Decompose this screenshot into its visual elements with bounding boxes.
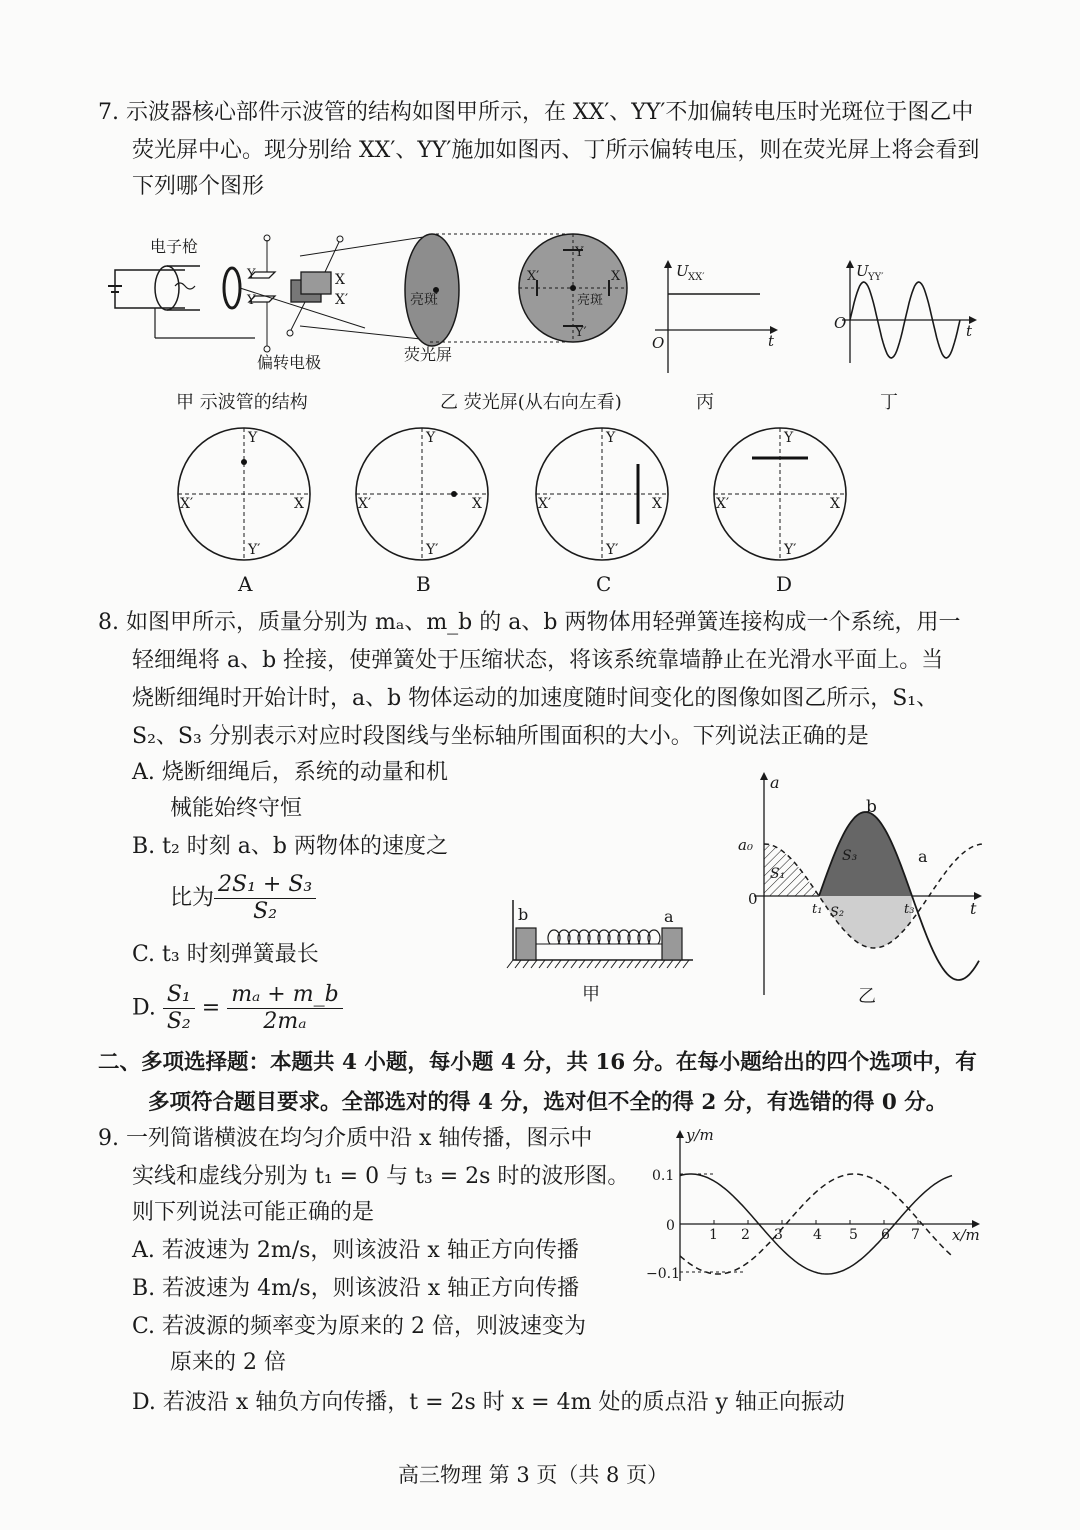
svg-text:b: b (866, 797, 877, 817)
wave-graph (646, 1126, 986, 1286)
spring-system-figure (508, 900, 698, 1010)
acceleration-graph (734, 770, 994, 1010)
x-tick-3: 3 (774, 1227, 783, 1243)
svg-text:t: t (768, 332, 775, 350)
svg-text:O: O (834, 314, 847, 332)
svg-text:X′: X′ (527, 269, 540, 284)
svg-text:X′: X′ (358, 496, 372, 512)
option-c-figure (534, 424, 674, 569)
svg-text:S₁: S₁ (770, 866, 786, 882)
option-d-label: D (776, 572, 793, 596)
q9-line-1: 9. 一列简谐横波在均匀介质中沿 x 轴传播，图示中 (98, 1126, 593, 1151)
x-tick-4: 4 (813, 1227, 822, 1243)
svg-text:t₃: t₃ (904, 902, 915, 917)
svg-text:S₃: S₃ (842, 848, 858, 864)
svg-text:X: X (611, 269, 621, 284)
option-d-right-fraction: $\frac{\text{mₐ + m\_b}}{\text{2mₐ}}$ (227, 982, 343, 1035)
q8-option-c: C. t₃ 时刻弹簧最长 (132, 942, 319, 967)
svg-text:Y′: Y′ (784, 542, 797, 558)
electrode-label: 偏转电极 (257, 353, 322, 372)
section2-line-1: 二、多项选择题：本题共 4 小题，每小题 4 分，共 16 分。在每小题给出的四个选项中，有 (98, 1050, 977, 1075)
q9-option-c-line-1: C. 若波源的频率变为原来的 2 倍，则波速变为 (132, 1314, 587, 1339)
q9-line-3: 则下列说法可能正确的是 (132, 1200, 375, 1225)
svg-text:a: a (770, 773, 780, 792)
svg-text:X: X (335, 272, 345, 288)
svg-text:X′: X′ (716, 496, 730, 512)
svg-text:Y: Y (247, 293, 256, 308)
q7-line-2: 荧光屏中心。现分别给 XX′、YY′施加如图丙、丁所示偏转电压，则在荧光屏上将会看到 (132, 138, 980, 163)
svg-text:U: U (856, 262, 869, 280)
q8-line-1: 8. 如图甲所示，质量分别为 mₐ、m_b 的 a、b 两物体用轻弹簧连接构成一个系统，用一 (98, 610, 961, 635)
screen-front-figure (515, 228, 645, 358)
svg-text:−0.1: −0.1 (646, 1266, 680, 1282)
caption-yi: 乙 荧光屏(从右向左看) (440, 392, 622, 413)
svg-text:Y′: Y′ (606, 542, 619, 558)
x-tick-1: 1 (709, 1227, 718, 1243)
x-tick-7: 7 (911, 1227, 920, 1243)
svg-text:甲: 甲 (582, 984, 600, 1005)
svg-text:X′: X′ (180, 496, 194, 512)
option-a-figure (176, 424, 316, 569)
svg-text:t₁: t₁ (812, 902, 823, 917)
svg-text:X′: X′ (335, 292, 349, 308)
svg-text:Y′: Y′ (248, 542, 261, 558)
svg-text:X: X (652, 496, 662, 512)
q9-option-b: B. 若波速为 4m/s，则该波沿 x 轴正方向传播 (132, 1276, 580, 1301)
x-tick-2: 2 (741, 1227, 750, 1243)
q8-option-d: D. $\frac{\text{S₁}}{\text{S₂}}$ = $\frac{\text{mₐ + m\_b}}{\text{2mₐ}}$ (132, 982, 343, 1035)
svg-text:0.1: 0.1 (652, 1168, 675, 1184)
svg-text:a: a (664, 907, 674, 926)
svg-text:Y: Y (247, 267, 256, 282)
page-footer: 高三物理 第 3 页（共 8 页） (398, 1463, 669, 1487)
q7-line-1: 7. 示波器核心部件示波管的结构如图甲所示，在 XX′、YY′不加偏转电压时光斑位于图乙中 (98, 100, 974, 125)
screen-label: 荧光屏 (404, 345, 453, 364)
q8-option-a-line-2: 械能始终守恒 (170, 796, 303, 821)
option-d-figure (712, 424, 852, 569)
svg-text:S₂: S₂ (830, 905, 845, 920)
svg-text:X: X (830, 496, 840, 512)
option-b-figure (354, 424, 494, 569)
option-d-left-fraction: $\frac{\text{S₁}}{\text{S₂}}$ (163, 982, 195, 1035)
q8-line-4: S₂、S₃ 分别表示对应时段图线与坐标轴所围面积的大小。下列说法正确的是 (132, 724, 869, 749)
caption-bing: 丙 (696, 392, 714, 413)
svg-text:Y: Y (606, 430, 616, 446)
q8-line-3: 烧断细绳时开始计时，a、b 物体运动的加速度随时间变化的图像如图乙所示，S₁、 (132, 686, 939, 711)
svg-text:Y: Y (248, 430, 258, 446)
svg-text:t: t (970, 899, 977, 918)
x-tick-5: 5 (849, 1227, 858, 1243)
svg-text:y/m: y/m (686, 1126, 714, 1144)
svg-text:Y: Y (784, 430, 794, 446)
option-b-fraction: $\frac{\text{2S₁ + S₃}}{\text{S₂}}$ (214, 872, 316, 925)
svg-text:X: X (472, 496, 482, 512)
svg-text:亮斑: 亮斑 (577, 293, 604, 308)
graph-ding (832, 258, 982, 368)
svg-text:0: 0 (666, 1218, 675, 1234)
svg-text:Y: Y (426, 430, 436, 446)
q8-option-a-line-1: A. 烧断细绳后，系统的动量和机 (132, 760, 448, 785)
svg-text:XX′: XX′ (688, 272, 705, 283)
q9-option-a: A. 若波速为 2m/s，则该波沿 x 轴正方向传播 (132, 1238, 579, 1263)
svg-text:t: t (966, 322, 973, 340)
q9-option-c-line-2: 原来的 2 倍 (170, 1350, 286, 1375)
option-b-label: B (416, 572, 431, 596)
graph-bing (650, 258, 780, 378)
q9-line-2: 实线和虚线分别为 t₁ = 0 与 t₃ = 2s 时的波形图。 (132, 1164, 630, 1189)
svg-text:X: X (294, 496, 304, 512)
svg-text:0: 0 (748, 890, 758, 908)
gun-label: 电子枪 (150, 237, 199, 256)
bright-spot-label: 亮斑 (410, 292, 438, 308)
svg-text:x/m: x/m (952, 1226, 980, 1244)
section2-line-2: 多项符合题目要求。全部选对的得 4 分，选对但不全的得 2 分，有选错的得 0 分。 (148, 1090, 948, 1115)
option-c-label: C (596, 572, 612, 596)
svg-text:X′: X′ (538, 496, 552, 512)
option-a-label: A (238, 572, 253, 596)
q8-option-b-line-1: B. t₂ 时刻 a、b 两物体的速度之 (132, 834, 448, 859)
q7-line-3: 下列哪个图形 (132, 174, 265, 199)
svg-text:U: U (676, 262, 689, 280)
svg-text:Y′: Y′ (426, 542, 439, 558)
q9-option-d: D. 若波沿 x 轴负方向传播，t = 2s 时 x = 4m 处的质点沿 y 轴正向振动 (132, 1390, 845, 1415)
svg-text:a: a (918, 847, 928, 866)
q8-line-2: 轻细绳将 a、b 拴接，使弹簧处于压缩状态，将该系统靠墙静止在光滑水平面上。当 (132, 648, 944, 673)
caption-ding: 丁 (880, 392, 898, 413)
svg-text:b: b (518, 905, 529, 924)
svg-text:Y: Y (575, 245, 584, 260)
svg-text:Y′: Y′ (575, 325, 587, 340)
svg-text:a₀: a₀ (738, 836, 753, 854)
caption-jia: 甲 示波管的结构 (176, 392, 308, 413)
svg-text:YY′: YY′ (868, 272, 884, 283)
svg-text:O: O (652, 334, 665, 352)
q8-option-b-line-2: 比为 $\frac{\text{2S₁ + S₃}}{\text{S₂}}$ (170, 872, 316, 925)
x-tick-6: 6 (881, 1227, 890, 1243)
svg-text:乙: 乙 (858, 986, 876, 1007)
